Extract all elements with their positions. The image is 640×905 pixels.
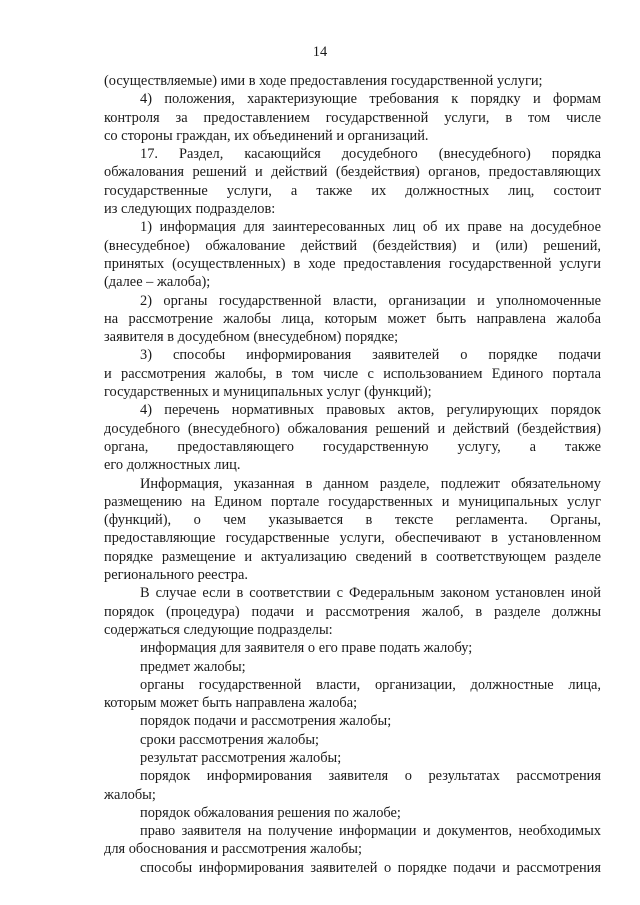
text-line: государственных и муниципальных услуг (функций);	[104, 384, 432, 401]
text-line: содержаться следующие подразделы:	[104, 621, 333, 638]
text-line: (внесудебное) обжалование действий (бездействия) и (или) решений,	[104, 237, 601, 254]
text-line: со стороны граждан, их объединений и организаций.	[104, 127, 429, 144]
text-line: органы государственной власти, организации, должностные лица,	[140, 676, 601, 693]
text-line: досудебного (внесудебного) обжалования решений и действий (бездействия)	[104, 420, 601, 437]
text-line: для обоснования и рассмотрения жалобы;	[104, 841, 362, 858]
text-line: Информация, указанная в данном разделе, подлежит обязательному	[140, 475, 601, 492]
text-line: на рассмотрение жалобы лица, которым может быть направлена жалоба	[104, 310, 601, 327]
text-line: результат рассмотрения жалобы;	[140, 749, 342, 766]
text-line: 3) способы информирования заявителей о порядке подачи	[140, 347, 601, 364]
text-line: регионального реестра.	[104, 567, 248, 584]
text-line: контроля за предоставлением государственной услуги, в том числе	[104, 109, 601, 126]
text-line: государственные услуги, а также их должностных лиц, состоит	[104, 182, 601, 199]
text-line: предоставляющие государственные услуги, обеспечивают в установленном	[104, 530, 601, 547]
page-number: 14	[312, 44, 328, 60]
text-line: 1) информация для заинтересованных лиц об их праве на досудебное	[140, 219, 601, 236]
text-line: размещению на Едином портале государственных и муниципальных услуг	[104, 493, 601, 510]
text-line: заявителя в досудебном (внесудебном) порядке;	[104, 329, 399, 346]
text-line: порядок информирования заявителя о результатах рассмотрения	[140, 768, 601, 785]
document-body	[104, 72, 601, 877]
text-line: (функций), о чем указывается в тексте регламента. Органы,	[104, 512, 601, 529]
text-line: способы информирования заявителей о порядке подачи и рассмотрения	[140, 859, 601, 876]
text-line: информация для заявителя о его праве подать жалобу;	[140, 640, 473, 657]
text-line: порядок подачи и рассмотрения жалобы;	[140, 713, 392, 730]
text-line: 2) органы государственной власти, организации и уполномоченные	[140, 292, 601, 309]
text-line: обжалования решений и действий (бездействия) органов, предоставляющих	[104, 164, 601, 181]
text-line: его должностных лиц.	[104, 457, 241, 474]
text-line: порядке размещение и актуализацию сведений в соответствующем разделе	[104, 548, 601, 565]
text-line: из следующих подразделов:	[104, 201, 276, 218]
text-line: право заявителя на получение информации и документов, необходимых	[140, 823, 601, 840]
text-line: 17. Раздел, касающийся досудебного (внесудебного) порядка	[140, 146, 601, 163]
text-line: которым может быть направлена жалоба;	[104, 695, 358, 712]
text-line: (далее – жалоба);	[104, 274, 211, 291]
text-line: (осуществляемые) ими в ходе предоставления государственной услуги;	[104, 73, 543, 89]
text-line: и рассмотрения жалобы, в том числе с использованием Единого портала	[104, 365, 601, 382]
text-line: принятых (осуществленных) в ходе предоставления государственной услуги	[104, 255, 601, 272]
text-line: предмет жалобы;	[140, 658, 246, 675]
text-line: 4) положения, характеризующие требования к порядку и формам	[140, 91, 601, 108]
text-line: 4) перечень нормативных правовых актов, регулирующих порядок	[140, 402, 601, 419]
text-line: органа, предоставляющего государственную услугу, а также	[104, 438, 601, 455]
text-line: сроки рассмотрения жалобы;	[140, 731, 320, 748]
text-line: жалобы;	[104, 786, 156, 803]
text-line: порядок (процедура) подачи и рассмотрения жалоб, в разделе должны	[104, 603, 601, 620]
text-line: порядок обжалования решения по жалобе;	[140, 804, 401, 821]
text-line: В случае если в соответствии с Федеральным законом установлен иной	[140, 585, 601, 602]
